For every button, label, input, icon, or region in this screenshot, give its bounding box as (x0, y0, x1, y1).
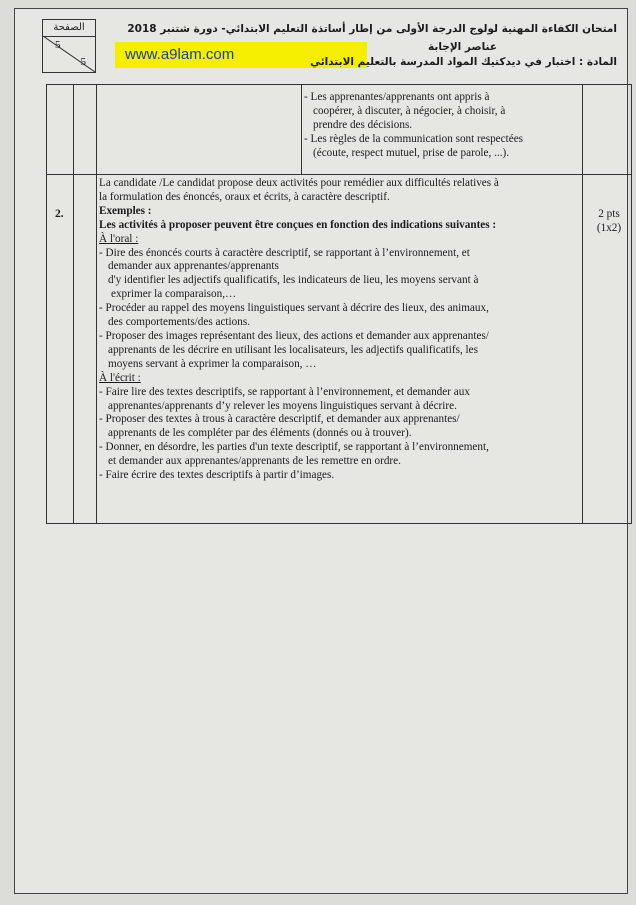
table-divider (73, 85, 74, 523)
watermark-url[interactable]: www.a9lam.com (115, 42, 367, 68)
row1-content (304, 91, 580, 161)
activities-heading: Les activités à proposer peuvent être conçues en fonction des indications suivantes : (99, 218, 497, 231)
points-detail: (1x2) (596, 222, 622, 234)
page-label: الصفحة (43, 20, 95, 37)
oral-line: exprimer la comparaison,… (111, 288, 237, 301)
oral-line: d'y identifier les adjectifs qualificatifs, les indicateurs de lieu, les moyens servant à (108, 274, 479, 287)
oral-line: apprenants de les décrire en utilisant les localisateurs, les adjectifs qualificatifs, les (108, 343, 478, 356)
page-total: 5 (80, 56, 86, 68)
subject-line: المادة : اختبار في ديدكتيك المواد المدرسة بالتعليم الابتدائي (310, 56, 617, 68)
table-divider (96, 85, 97, 523)
oral-line: demander aux apprenantes/apprenants (108, 260, 279, 273)
question-number: 2. (55, 208, 64, 220)
examples-heading: Exemples : (99, 204, 152, 217)
page-number-box (42, 19, 96, 73)
written-line: - Proposer des textes à trous à caractère descriptif, et demander aux apprenantes/ (99, 413, 460, 426)
points-cell (587, 207, 631, 235)
written-line: - Faire écrire des textes descriptifs à partir d’images. (99, 469, 335, 482)
answer-elements-heading: عناصر الإجابة (428, 41, 497, 53)
oral-line: - Procéder au rappel des moyens linguistiques servant à décrire des lieux, des animaux, (99, 302, 489, 315)
row1-line: - Les règles de la communication sont respectées (304, 132, 524, 145)
table-row-divider (47, 174, 631, 175)
exam-title: امتحان الكفاءة المهنية لولوج الدرجة الأولى من إطار أساتذة التعليم الابتدائي- دورة شتنبر 2018 (127, 23, 617, 35)
written-line: et demander aux apprenantes/apprenants de les remettre en ordre. (108, 455, 401, 468)
oral-line: des comportements/des actions. (108, 316, 250, 329)
page-box-diagonal (43, 36, 95, 72)
oral-line: moyens servant à exprimer la comparaison, … (108, 357, 317, 370)
intro-line: La candidate /Le candidat propose deux activités pour remédier aux difficultés relatives à (99, 177, 499, 189)
written-line: - Donner, en désordre, les parties d'un texte descriptif, se rapportant à l’environnement, (99, 441, 489, 454)
oral-heading: À l'oral : (99, 232, 139, 245)
table-divider (301, 85, 302, 175)
oral-line: - Proposer des images représentant des lieux, des actions et demander aux apprenantes/ (99, 329, 489, 342)
written-line: apprenants de les compléter par des éléments (donnés ou à trouver). (108, 427, 412, 440)
points-value: 2 pts (598, 208, 620, 220)
row1-line: - Les apprenantes/apprenants ont appris à (304, 91, 490, 103)
row2-content (99, 177, 584, 483)
written-line: - Faire lire des textes descriptifs, se rapportant à l’environnement, et demander aux (99, 385, 470, 398)
written-heading: À l'écrit : (99, 371, 141, 384)
written-line: apprenantes/apprenants d’y relever les moyens linguistiques servant à décrire. (108, 399, 457, 412)
page-number: 5 (55, 39, 61, 51)
exam-sheet (14, 8, 628, 894)
row1-line: coopérer, à discuter, à négocier, à choisir, à (313, 104, 506, 117)
row1-line: (écoute, respect mutuel, prise de parole, ...). (313, 146, 510, 159)
answer-table (46, 84, 632, 524)
intro-line: la formulation des énoncés, oraux et écrits, à caractère descriptif. (99, 190, 390, 203)
oral-line: - Dire des énoncés courts à caractère descriptif, se rapportant à l’environnement, et (99, 246, 470, 259)
row1-line: prendre des décisions. (313, 118, 413, 131)
